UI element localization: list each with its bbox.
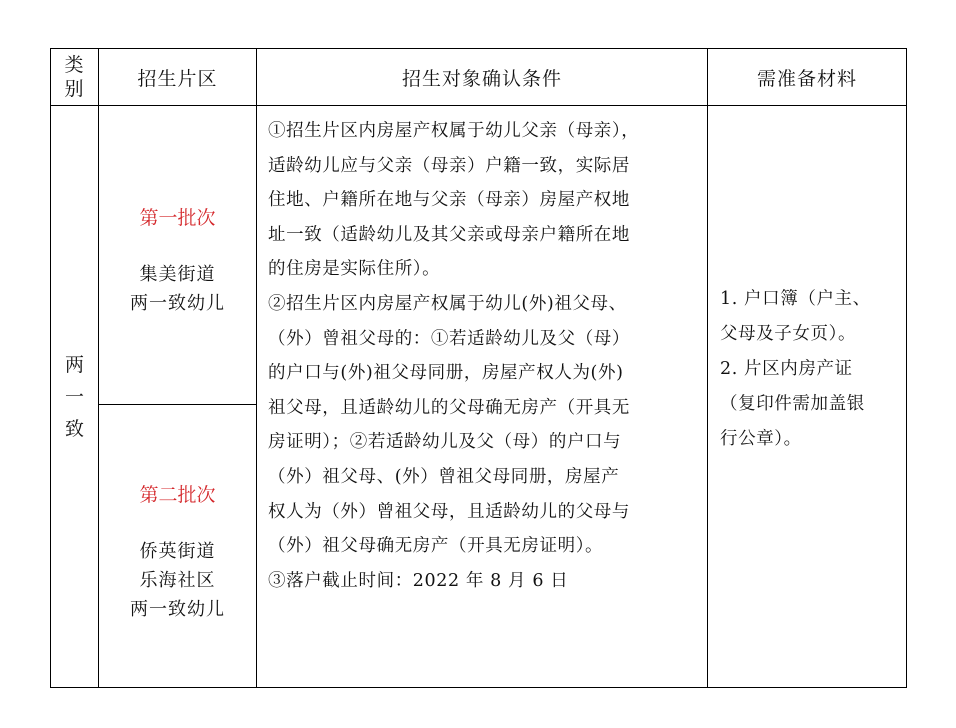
material-line: 1. 户口簿（户主、: [720, 289, 871, 309]
condition-line: 的户口与(外)祖父母同册，房屋产权人为(外): [268, 363, 624, 384]
condition-line: ②招生片区内房屋产权属于幼儿(外)祖父母、: [268, 293, 627, 314]
condition-line: 适龄幼儿应与父亲（母亲）户籍一致，实际居: [268, 155, 630, 176]
condition-line: ③落户截止时间：2022 年 8 月 6 日: [268, 570, 569, 591]
material-line: 父母及子女页）。: [720, 324, 857, 344]
header-area: 招生片区: [137, 67, 218, 90]
material-line: 2. 片区内房产证: [720, 359, 853, 379]
header-category-line1: 类: [64, 54, 85, 76]
header-category-line2: 别: [64, 78, 85, 100]
conditions-cell: [257, 106, 707, 687]
materials-cell: [708, 282, 906, 457]
condition-line: （外）祖父母、(外）曾祖父母同册，房屋产: [268, 466, 620, 487]
condition-line: （外）曾祖父母的：①若适龄幼儿及父（母）: [268, 328, 630, 349]
batch2-title: 第二批次: [139, 484, 216, 506]
batch2-area-line2: 乐海社区: [139, 570, 216, 591]
header-materials: 需准备材料: [756, 67, 857, 90]
category-line2: 一: [64, 385, 84, 408]
batch2-area: [130, 537, 225, 624]
condition-line: 的住房是实际住所）。: [268, 259, 441, 280]
condition-line: 房证明）；②若适龄幼儿及父（母）的户口与: [268, 432, 622, 453]
material-line: （复印件需加盖银: [720, 394, 865, 414]
category-line3: 致: [64, 417, 84, 440]
category-line1: 两: [64, 353, 84, 376]
batch1-area: [130, 260, 225, 318]
condition-line: 住地、户籍所在地与父亲（母亲）房屋产权地: [268, 190, 630, 211]
category-cell: [51, 106, 98, 687]
condition-line: ①招生片区内房屋产权属于幼儿父亲（母亲），: [268, 121, 640, 141]
batch2-cell: [99, 405, 256, 687]
table-border-right: [906, 48, 907, 688]
condition-line: 址一致（适龄幼儿及其父亲或母亲户籍所在地: [268, 224, 630, 245]
material-line: 行公章）。: [720, 429, 802, 449]
batch1-title: 第一批次: [139, 206, 216, 229]
batch1-cell: [99, 106, 256, 404]
table-border-bottom: [50, 687, 907, 688]
condition-line: 祖父母，且适龄幼儿的父母确无房产（开具无: [268, 397, 630, 418]
header-conditions: 招生对象确认条件: [401, 67, 562, 90]
batch1-area-line1: 集美街道: [139, 263, 216, 285]
batch2-area-line3: 两一致幼儿: [130, 599, 225, 620]
header-category: [51, 49, 98, 105]
condition-line: （外）祖父母确无房产（开具无房证明）。: [268, 536, 604, 557]
condition-line: 权人为（外）曾祖父母，且适龄幼儿的父母与: [268, 501, 630, 522]
batch1-area-line2: 两一致幼儿: [130, 292, 225, 314]
batch2-area-line1: 侨英街道: [139, 541, 216, 562]
